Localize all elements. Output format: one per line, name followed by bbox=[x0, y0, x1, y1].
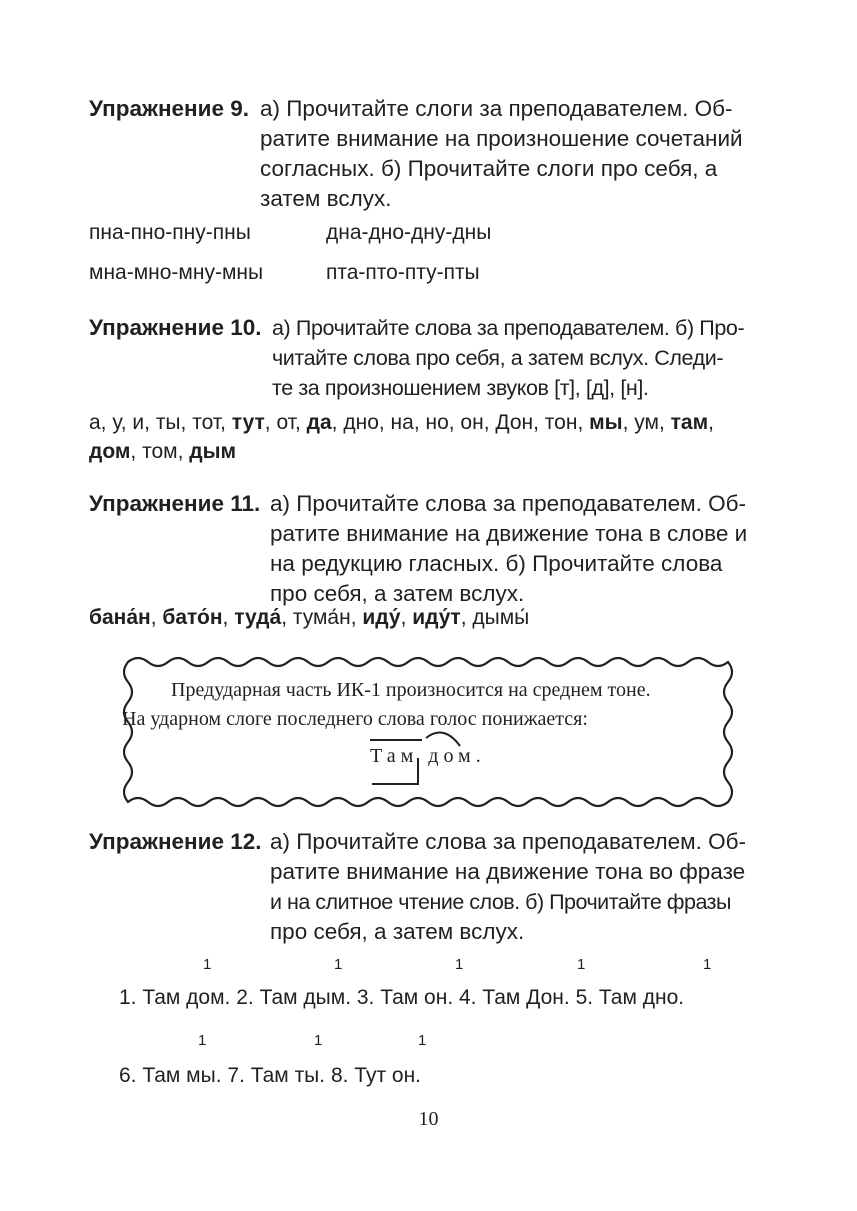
task-line: согласных. б) Прочитайте слоги про себя, а bbox=[260, 156, 718, 181]
word-bold: там bbox=[670, 411, 709, 434]
rule-line-text: На ударном слоге последнего слова голос понижается: bbox=[122, 708, 588, 730]
task-line: а) Прочитайте слова за преподавателем. Об- bbox=[270, 491, 746, 516]
word: , bbox=[222, 606, 235, 629]
exercise-heading: Упражнение 12. bbox=[89, 829, 262, 854]
syllable-row: пна-пно-пну-пны bbox=[89, 221, 251, 244]
task-line: ратите внимание на движение тона во фразе bbox=[270, 859, 746, 884]
task-line: а) Прочитайте слова за преподавателем. б) Про- bbox=[272, 316, 745, 340]
tone-fall-arc bbox=[426, 733, 460, 746]
word-list bbox=[89, 408, 773, 466]
word-bold: тут bbox=[231, 411, 265, 434]
word: , ум, bbox=[622, 411, 671, 434]
ik-mark: 1 bbox=[577, 956, 586, 973]
exercise-heading: Упражнение 11. bbox=[89, 491, 261, 516]
task-line: про себя, а затем вслух. bbox=[270, 581, 525, 606]
task-line: а) Прочитайте слоги за преподавателем. Об- bbox=[260, 96, 733, 121]
word-bold: бато́н bbox=[162, 606, 223, 629]
word: , bbox=[400, 606, 413, 629]
sentence-row: 1. Там дом. 2. Там дым. 3. Там он. 4. Там Дон. 5. Там дно. bbox=[119, 986, 685, 1009]
rule-line bbox=[143, 676, 719, 705]
word-list bbox=[89, 603, 773, 632]
task-line: читайте слова про себя, а затем вслух. Следи- bbox=[272, 346, 724, 370]
ik-mark: 1 bbox=[703, 956, 712, 973]
ik-mark: 1 bbox=[198, 1032, 207, 1049]
example-pretonic: Там bbox=[370, 745, 419, 767]
rule-text bbox=[122, 676, 719, 734]
task-line: те за произношением звуков [т], [д], [н]. bbox=[272, 376, 649, 400]
word-bold: иду́т bbox=[412, 606, 461, 629]
example-tonic: дом. bbox=[428, 745, 486, 767]
word-bold: бана́н bbox=[89, 606, 151, 629]
task-line: а) Прочитайте слова за преподавателем. Об- bbox=[270, 829, 746, 854]
syllable-row: мна-мно-мну-мны bbox=[89, 261, 264, 284]
intonation-example bbox=[370, 745, 486, 768]
ik-mark: 1 bbox=[334, 956, 343, 973]
word: , дымы́ bbox=[460, 606, 530, 629]
word-bold: дым bbox=[189, 440, 237, 463]
task-line: ратите внимание на движение тона в слове и bbox=[270, 521, 748, 546]
ik-mark: 1 bbox=[314, 1032, 323, 1049]
exercise-heading: Упражнение 9. bbox=[89, 96, 249, 121]
word: , том, bbox=[130, 440, 190, 463]
page-number: 10 bbox=[418, 1108, 439, 1130]
word: а, у, и, ты, тот, bbox=[89, 411, 232, 434]
word: , тума́н, bbox=[281, 606, 363, 629]
task-line: и на слитное чтение слов. б) Прочитайте фразы bbox=[270, 890, 731, 914]
word: , дно, на, но, он, Дон, тон, bbox=[331, 411, 590, 434]
sentence-row: 6. Там мы. 7. Там ты. 8. Тут он. bbox=[119, 1064, 422, 1087]
word: , от, bbox=[264, 411, 307, 434]
word-bold: туда́ bbox=[234, 606, 282, 629]
word-bold: дом bbox=[89, 440, 131, 463]
ik-mark: 1 bbox=[455, 956, 464, 973]
ik-mark: 1 bbox=[418, 1032, 427, 1049]
word-bold: да bbox=[306, 411, 332, 434]
task-line: про себя, а затем вслух. bbox=[270, 919, 525, 944]
task-line: на редукцию гласных. б) Прочитайте слова bbox=[270, 551, 723, 576]
word: , bbox=[708, 411, 714, 434]
syllable-row: дна-дно-дну-дны bbox=[326, 221, 492, 244]
exercise-heading: Упражнение 10. bbox=[89, 315, 262, 340]
word-bold: мы bbox=[589, 411, 623, 434]
word: , bbox=[150, 606, 163, 629]
ik-mark: 1 bbox=[203, 956, 212, 973]
task-line: затем вслух. bbox=[260, 186, 392, 211]
word-bold: иду́ bbox=[362, 606, 401, 629]
task-line: ратите внимание на произношение сочетаний bbox=[260, 126, 743, 151]
syllable-row: пта-пто-пту-пты bbox=[326, 261, 480, 284]
rule-line-text: Предударная часть ИК-1 произносится на среднем тоне. bbox=[171, 679, 651, 701]
